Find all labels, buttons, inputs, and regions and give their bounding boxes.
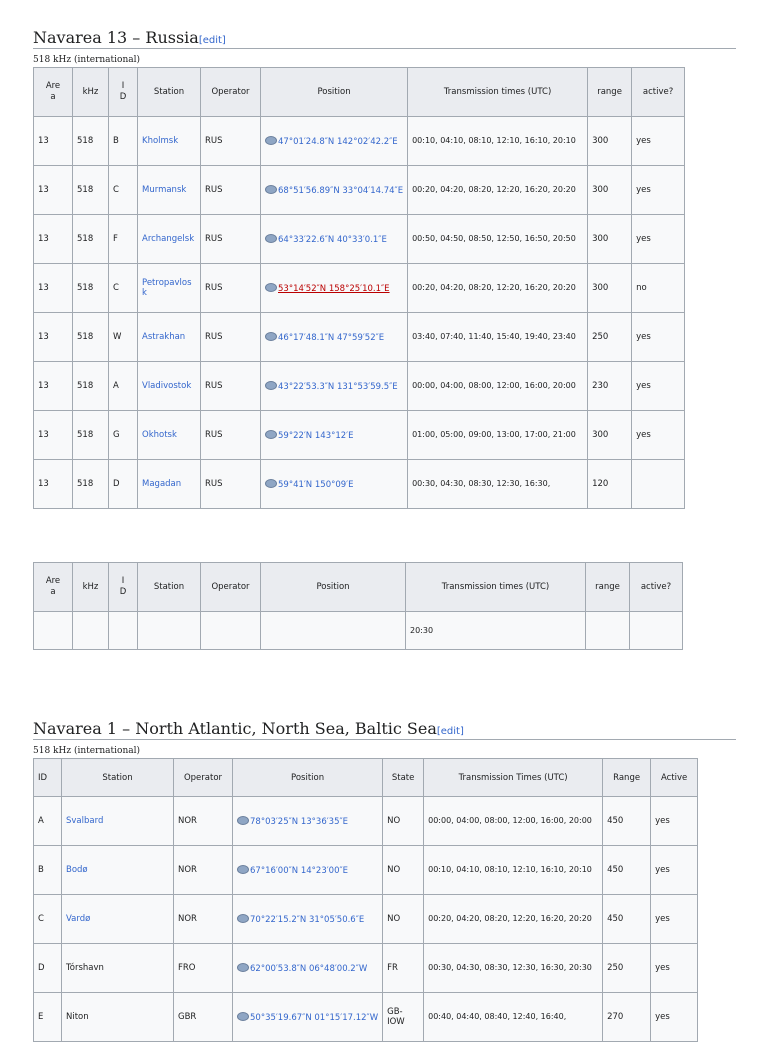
table-row xyxy=(34,846,698,895)
header-range: Range xyxy=(603,759,651,797)
header-position: Position xyxy=(261,68,408,117)
edit-link[interactable]: [edit] xyxy=(436,726,464,737)
globe-icon xyxy=(265,381,277,390)
cell-khz: 518 xyxy=(73,460,109,509)
cell-active: yes xyxy=(632,166,685,215)
coordinates-link[interactable]: 62°00′53.8″N 06°48′00.2″W xyxy=(250,963,368,974)
cell-active: yes xyxy=(632,411,685,460)
cell-active: yes xyxy=(651,993,698,1042)
table-row xyxy=(34,895,698,944)
cell-khz: 518 xyxy=(73,313,109,362)
table-row xyxy=(34,993,698,1042)
cell-range: 300 xyxy=(588,166,632,215)
cell-id: G xyxy=(109,411,138,460)
globe-icon xyxy=(237,1012,249,1021)
coordinates-link[interactable]: 53°14′52″N 158°25′10.1″E xyxy=(278,283,390,294)
table-row xyxy=(34,313,685,362)
cell-khz: 518 xyxy=(73,215,109,264)
cell-operator: RUS xyxy=(201,166,261,215)
cell-range: 230 xyxy=(588,362,632,411)
coordinates-link[interactable]: 46°17′48.1″N 47°59′52″E xyxy=(278,332,385,343)
header-transmission-times: Transmission Times (UTC) xyxy=(424,759,603,797)
navarea-13-section xyxy=(33,28,736,509)
header-active: active? xyxy=(630,563,683,612)
station-link[interactable]: Magadan xyxy=(142,479,182,489)
header-range: range xyxy=(586,563,630,612)
coordinates-link[interactable]: 68°51′56.89″N 33°04′14.74″E xyxy=(278,185,404,196)
cell-operator: RUS xyxy=(201,411,261,460)
cell-operator: RUS xyxy=(201,264,261,313)
cell-operator: NOR xyxy=(174,797,233,846)
cell-khz: 518 xyxy=(73,166,109,215)
header-id: I D xyxy=(109,563,138,612)
globe-icon xyxy=(265,283,277,292)
station-link[interactable]: Astrakhan xyxy=(142,332,186,342)
cell-id: F xyxy=(109,215,138,264)
coordinates-link[interactable]: 43°22′53.3″N 131°53′59.5″E xyxy=(278,381,398,392)
cell-transmission-times: 00:00, 04:00, 08:00, 12:00, 16:00, 20:00 xyxy=(408,362,588,411)
cell-range: 450 xyxy=(603,895,651,944)
cell-range: 250 xyxy=(603,944,651,993)
table-row xyxy=(34,264,685,313)
coordinates-link[interactable]: 67°16′00″N 14°23′00″E xyxy=(250,865,349,876)
globe-icon xyxy=(265,234,277,243)
cell-id: A xyxy=(109,362,138,411)
cell-transmission-times: 00:20, 04:20, 08:20, 12:20, 16:20, 20:20 xyxy=(424,895,603,944)
cell-transmission-times: 00:50, 04:50, 08:50, 12:50, 16:50, 20:50 xyxy=(408,215,588,264)
section-heading xyxy=(33,719,736,740)
cell-id: E xyxy=(34,993,62,1042)
cell-state: GB-IOW xyxy=(383,993,424,1042)
cell-active: yes xyxy=(632,215,685,264)
cell-range: 300 xyxy=(588,411,632,460)
station-link[interactable]: Petropavlos k xyxy=(142,278,192,298)
cell-active: yes xyxy=(651,944,698,993)
cell-range: 120 xyxy=(588,460,632,509)
header-area: Are a xyxy=(34,68,73,117)
cell-active: no xyxy=(632,264,685,313)
cell-range: 270 xyxy=(603,993,651,1042)
navarea-13-continuation-table xyxy=(33,562,683,650)
cell-operator: RUS xyxy=(201,117,261,166)
table-row xyxy=(34,411,685,460)
station-link[interactable]: Okhotsk xyxy=(142,430,177,440)
header-position: Position xyxy=(233,759,383,797)
station-link[interactable]: Svalbard xyxy=(66,816,104,826)
cell-id: A xyxy=(34,797,62,846)
cell-area: 13 xyxy=(34,460,73,509)
cell-active xyxy=(632,460,685,509)
cell-area: 13 xyxy=(34,215,73,264)
cell-position xyxy=(261,612,406,650)
cell-operator: RUS xyxy=(201,460,261,509)
cell-operator: GBR xyxy=(174,993,233,1042)
header-position: Position xyxy=(261,563,406,612)
cell-station: Tórshavn xyxy=(62,944,174,993)
cell-range xyxy=(586,612,630,650)
cell-operator: RUS xyxy=(201,313,261,362)
cell-station: Niton xyxy=(62,993,174,1042)
cell-id: C xyxy=(34,895,62,944)
cell-station xyxy=(138,612,201,650)
cell-active: yes xyxy=(632,117,685,166)
cell-state: NO xyxy=(383,846,424,895)
cell-transmission-times: 00:30, 04:30, 08:30, 12:30, 16:30, 20:30 xyxy=(424,944,603,993)
globe-icon xyxy=(265,332,277,341)
table-caption: 518 kHz (international) xyxy=(33,746,141,756)
coordinates-link[interactable]: 59°22′N 143°12′E xyxy=(278,430,354,441)
cell-area: 13 xyxy=(34,264,73,313)
cell-transmission-times: 03:40, 07:40, 11:40, 15:40, 19:40, 23:40 xyxy=(408,313,588,362)
globe-icon xyxy=(265,136,277,145)
cell-khz: 518 xyxy=(73,362,109,411)
cell-range: 300 xyxy=(588,264,632,313)
cell-area: 13 xyxy=(34,166,73,215)
header-khz: kHz xyxy=(73,68,109,117)
cell-id: C xyxy=(109,166,138,215)
header-transmission-times: Transmission times (UTC) xyxy=(408,68,588,117)
cell-id xyxy=(109,612,138,650)
globe-icon xyxy=(237,963,249,972)
coordinates-link[interactable]: 78°03′25″N 13°36′35″E xyxy=(250,816,349,827)
cell-area: 13 xyxy=(34,117,73,166)
navarea-1-table xyxy=(33,758,698,1042)
cell-state: FR xyxy=(383,944,424,993)
coordinates-link[interactable]: 47°01′24.8″N 142°02′42.2″E xyxy=(278,136,398,147)
cell-active: yes xyxy=(651,797,698,846)
cell-transmission-times: 00:30, 04:30, 08:30, 12:30, 16:30, xyxy=(408,460,588,509)
cell-area xyxy=(34,612,73,650)
globe-icon xyxy=(237,865,249,874)
cell-operator: NOR xyxy=(174,846,233,895)
header-active: Active xyxy=(651,759,698,797)
section-heading xyxy=(33,28,736,49)
section-title: Navarea 1 – North Atlantic, North Sea, Baltic Sea xyxy=(33,719,437,738)
cell-operator: FRO xyxy=(174,944,233,993)
section-title: Navarea 13 – Russia xyxy=(33,28,199,47)
header-operator: Operator xyxy=(201,563,261,612)
navarea-13-table xyxy=(33,67,685,509)
cell-range: 300 xyxy=(588,117,632,166)
cell-khz xyxy=(73,612,109,650)
cell-active: yes xyxy=(651,846,698,895)
header-id: I D xyxy=(109,68,138,117)
header-station: Station xyxy=(138,68,201,117)
table-row xyxy=(34,944,698,993)
cell-range: 450 xyxy=(603,797,651,846)
edit-link[interactable]: [edit] xyxy=(198,35,226,46)
table-row xyxy=(34,612,683,650)
globe-icon xyxy=(237,816,249,825)
table-row xyxy=(34,117,685,166)
cell-transmission-times: 00:00, 04:00, 08:00, 12:00, 16:00, 20:00 xyxy=(424,797,603,846)
coordinates-link[interactable]: 70°22′15.2″N 31°05′50.6″E xyxy=(250,914,365,925)
cell-active: yes xyxy=(632,362,685,411)
cell-area: 13 xyxy=(34,362,73,411)
coordinates-link[interactable]: 59°41′N 150°09′E xyxy=(278,479,354,490)
table-row xyxy=(34,362,685,411)
cell-state: NO xyxy=(383,797,424,846)
cell-active: yes xyxy=(632,313,685,362)
globe-icon xyxy=(265,185,277,194)
navarea-13-continuation xyxy=(33,562,683,650)
station-link[interactable]: Kholmsk xyxy=(142,136,179,146)
station-link[interactable]: Vladivostok xyxy=(142,381,192,391)
cell-transmission-times: 01:00, 05:00, 09:00, 13:00, 17:00, 21:00 xyxy=(408,411,588,460)
cell-active: yes xyxy=(651,895,698,944)
cell-transmission-times: 00:10, 04:10, 08:10, 12:10, 16:10, 20:10 xyxy=(424,846,603,895)
cell-range: 250 xyxy=(588,313,632,362)
cell-range: 450 xyxy=(603,846,651,895)
navarea-1-section xyxy=(33,719,736,1042)
table-header-row xyxy=(34,68,685,117)
cell-state: NO xyxy=(383,895,424,944)
station-link[interactable]: Bodø xyxy=(66,865,88,875)
coordinates-link[interactable]: 50°35′19.67″N 01°15′17.12″W xyxy=(250,1012,379,1023)
header-operator: Operator xyxy=(201,68,261,117)
cell-khz: 518 xyxy=(73,264,109,313)
header-state: State xyxy=(383,759,424,797)
cell-range: 300 xyxy=(588,215,632,264)
cell-operator xyxy=(201,612,261,650)
table-row xyxy=(34,460,685,509)
station-link[interactable]: Archangelsk xyxy=(142,234,195,244)
cell-operator: NOR xyxy=(174,895,233,944)
table-header-row xyxy=(34,563,683,612)
table-header-row xyxy=(34,759,698,797)
cell-area: 13 xyxy=(34,313,73,362)
coordinates-link[interactable]: 64°33′22.6″N 40°33′0.1″E xyxy=(278,234,387,245)
header-khz: kHz xyxy=(73,563,109,612)
table-row xyxy=(34,797,698,846)
cell-transmission-times: 00:10, 04:10, 08:10, 12:10, 16:10, 20:10 xyxy=(408,117,588,166)
header-id: ID xyxy=(34,759,62,797)
cell-id: W xyxy=(109,313,138,362)
table-caption: 518 kHz (international) xyxy=(33,55,141,65)
globe-icon xyxy=(265,430,277,439)
station-link[interactable]: Vardø xyxy=(66,914,91,924)
table-row xyxy=(34,166,685,215)
header-station: Station xyxy=(62,759,174,797)
table-row xyxy=(34,215,685,264)
globe-icon xyxy=(265,479,277,488)
header-range: range xyxy=(588,68,632,117)
cell-transmission-times: 00:20, 04:20, 08:20, 12:20, 16:20, 20:20 xyxy=(408,166,588,215)
header-area: Are a xyxy=(34,563,73,612)
cell-id: C xyxy=(109,264,138,313)
cell-id: B xyxy=(109,117,138,166)
cell-id: D xyxy=(109,460,138,509)
cell-khz: 518 xyxy=(73,117,109,166)
cell-operator: RUS xyxy=(201,362,261,411)
header-active: active? xyxy=(632,68,685,117)
cell-id: D xyxy=(34,944,62,993)
cell-id: B xyxy=(34,846,62,895)
header-transmission-times: Transmission times (UTC) xyxy=(406,563,586,612)
header-station: Station xyxy=(138,563,201,612)
station-link[interactable]: Murmansk xyxy=(142,185,187,195)
header-operator: Operator xyxy=(174,759,233,797)
cell-area: 13 xyxy=(34,411,73,460)
cell-active xyxy=(630,612,683,650)
cell-transmission-times: 20:30 xyxy=(406,612,586,650)
cell-khz: 518 xyxy=(73,411,109,460)
cell-transmission-times: 00:40, 04:40, 08:40, 12:40, 16:40, xyxy=(424,993,603,1042)
cell-transmission-times: 00:20, 04:20, 08:20, 12:20, 16:20, 20:20 xyxy=(408,264,588,313)
globe-icon xyxy=(237,914,249,923)
cell-operator: RUS xyxy=(201,215,261,264)
